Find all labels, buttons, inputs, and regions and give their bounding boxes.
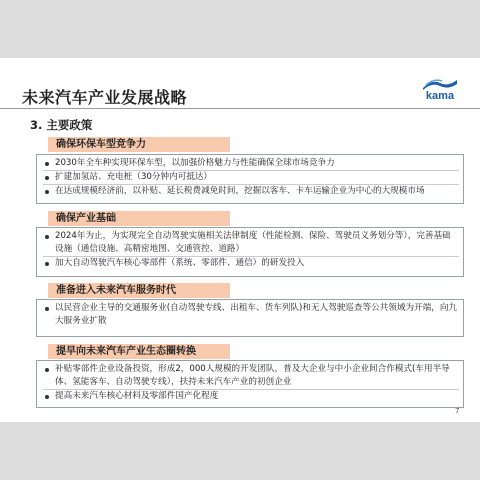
policy-label: 确保环保车型竞争力 — [48, 137, 230, 152]
list-item-text: 提高未来汽车核心材料及零部件国产化程度 — [55, 391, 219, 401]
list-item-text: 2030年全车种实现环保车型，以加强价格魅力与性能确保全球市场竞争力 — [55, 158, 335, 168]
logo-text: kama — [425, 90, 455, 102]
bullet-icon — [45, 368, 49, 372]
policy-label: 提早向未来汽车产业生态圈转换 — [48, 344, 230, 359]
section-heading: 3. 主要政策 — [30, 118, 93, 132]
policy-box — [36, 154, 464, 204]
bullet-icon — [45, 176, 49, 180]
policy-list — [37, 228, 463, 272]
list-item — [43, 157, 459, 170]
title-divider — [0, 108, 480, 109]
logo-swoosh-icon — [422, 78, 458, 90]
list-item-text: 补贴零部件企业设备投资，形成2，000人规模的开发团队，普及大企业与中小企业间合作模式(车用半导体、氢能客车、自动驾驶专线），扶持未来汽车产业的初创企业 — [55, 364, 450, 387]
slide — [0, 58, 480, 422]
list-item — [43, 389, 459, 403]
kama-logo — [418, 78, 462, 106]
bullet-icon — [45, 395, 49, 399]
list-item-text: 2024年为止，为实现完全自动驾驶实施相关法律制度（性能检测、保险、驾驶员义务划分等），完善基础设施（通信设施、高精密地图、交通管控、道路） — [55, 231, 451, 254]
list-item — [43, 230, 459, 256]
list-item — [43, 302, 459, 328]
bullet-icon — [45, 162, 49, 166]
policy-label: 准备进入未来汽车服务时代 — [48, 283, 230, 298]
list-item-text: 加大自动驾驶汽车核心零部件（系统、零部件、通信）的研发投入 — [55, 258, 305, 268]
page-title: 未来汽车产业发展战略 — [22, 88, 188, 107]
page-number: 7 — [455, 407, 460, 415]
list-item — [43, 170, 459, 184]
list-item — [43, 184, 459, 198]
bullet-icon — [45, 190, 49, 194]
policy-list — [37, 300, 463, 330]
list-item — [43, 256, 459, 270]
policy-list — [37, 361, 463, 405]
list-item-text: 扩建加氢站、充电桩（30分钟内可抵达） — [55, 172, 213, 182]
policy-list — [37, 155, 463, 200]
policy-box — [36, 360, 464, 408]
list-item-text: 在达成规模经济前，以补贴、延长税费减免时间，挖掘以客车、卡车运输企业为中心的大规模市场 — [55, 186, 425, 196]
list-item-text: 以民营企业主导的交通服务业(自动驾驶专线、出租车、货车列队)和无人驾驶巡查等公共领域为开端，向九大服务业扩散 — [55, 303, 458, 326]
policy-label: 确保产业基础 — [48, 211, 230, 226]
bullet-icon — [45, 262, 49, 266]
bullet-icon — [45, 235, 49, 239]
policy-box — [36, 227, 464, 277]
bullet-icon — [45, 307, 49, 311]
policy-box — [36, 299, 464, 337]
list-item — [43, 363, 459, 389]
